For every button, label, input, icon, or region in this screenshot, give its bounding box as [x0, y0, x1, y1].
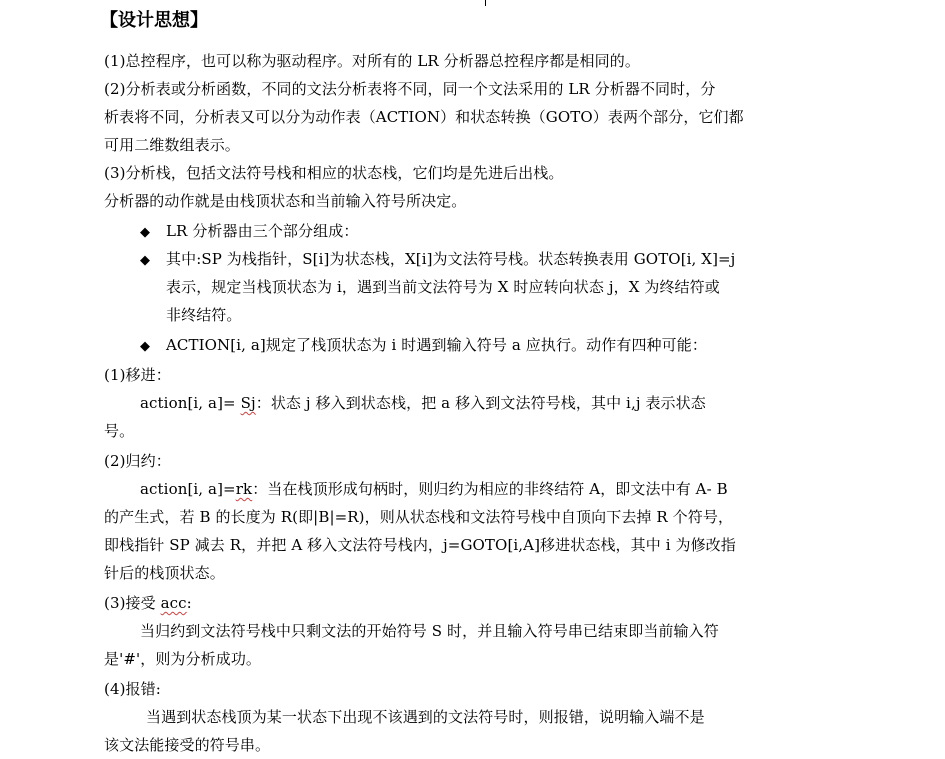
paragraph-line: 即栈指针 SP 减去 R，并把 A 移入文法符号栈内，j=GOTO[i,A]移进状态栈，其中 i 为修改指	[104, 536, 736, 554]
paragraph-line: 的产生式，若 B 的长度为 R(即|B|=R)，则从状态栈和文法符号栈中自顶向下去掉 R 个符号，	[104, 508, 734, 526]
paragraph-line: (3)分析栈，包括文法符号栈和相应的状态栈，它们均是先进后出栈。	[104, 164, 564, 182]
paragraph-line: (2)分析表或分析函数，不同的文法分析表将不同，同一个文法采用的 LR 分析器不同时，分	[104, 80, 716, 98]
bullet-continuation: 表示，规定当栈顶状态为 i，遇到当前文法符号为 X 时应转向状态 j，X 为终结符或	[166, 278, 720, 296]
text-segment: :	[186, 594, 192, 612]
paragraph-line: (1)总控程序，也可以称为驱动程序。对所有的 LR 分析器总控程序都是相同的。	[104, 52, 640, 70]
paragraph-line: 当归约到文法符号栈中只剩文法的开始符号 S 时，并且输入符号串已结束即当前输入符	[140, 622, 719, 640]
bullet-item	[140, 335, 707, 357]
text-segment: ：状态 j 移入到状态栈，把 a 移入到文法符号栈，其中 i,j 表示状态	[255, 394, 706, 412]
bullet-continuation: 非终结符。	[166, 306, 242, 324]
bullet-item	[140, 249, 735, 271]
subsection-label: (4)报错:	[104, 680, 161, 698]
text-cursor	[485, 0, 486, 6]
bullet-text: LR 分析器由三个部分组成：	[166, 222, 359, 240]
subsection-label: (2)归约：	[104, 452, 171, 470]
paragraph-line: 当遇到状态栈顶为某一状态下出现不该遇到的文法符号时，则报错，说明输入端不是	[146, 708, 705, 726]
diamond-bullet-icon: ◆	[140, 253, 151, 268]
diamond-bullet-icon: ◆	[140, 339, 151, 354]
text-segment: (3)接受	[104, 594, 161, 612]
spellcheck-word: Sj	[240, 394, 256, 412]
spellcheck-word: rk	[235, 480, 253, 498]
paragraph-line: 析表将不同，分析表又可以分为动作表（ACTION）和状态转换（GOTO）表两个部分，它们都	[104, 108, 744, 126]
bullet-text: 其中:SP 为栈指针，S[i]为状态栈，X[i]为文法符号栈。状态转换表用 GOTO[i, X]=j	[166, 250, 736, 268]
bullet-text: ACTION[i, a]规定了栈顶状态为 i 时遇到输入符号 a 应执行。动作有四种可能：	[166, 336, 707, 354]
paragraph-line: 号。	[104, 422, 135, 440]
text-segment: ：当在栈顶形成句柄时，则归约为相应的非终结符 A，即文法中有 A- B	[252, 480, 728, 498]
paragraph-line: 分析器的动作就是由栈顶状态和当前输入符号所决定。	[104, 192, 467, 210]
paragraph-line: 该文法能接受的符号串。	[104, 736, 271, 754]
subsection-label	[104, 593, 192, 613]
paragraph-line	[140, 393, 706, 413]
section-heading: 【设计思想】	[100, 10, 208, 31]
text-segment: action[i, a]=	[140, 480, 236, 498]
text-segment: action[i, a]=	[140, 394, 241, 412]
paragraph-line: 可用二维数组表示。	[104, 136, 240, 154]
paragraph-line: 是'#'，则为分析成功。	[104, 650, 262, 668]
paragraph-line: 针后的栈顶状态。	[104, 564, 225, 582]
bullet-item	[140, 221, 358, 243]
diamond-bullet-icon: ◆	[140, 225, 151, 240]
spellcheck-word: acc	[160, 594, 187, 612]
paragraph-line	[140, 479, 728, 499]
subsection-label: (1)移进：	[104, 366, 171, 384]
